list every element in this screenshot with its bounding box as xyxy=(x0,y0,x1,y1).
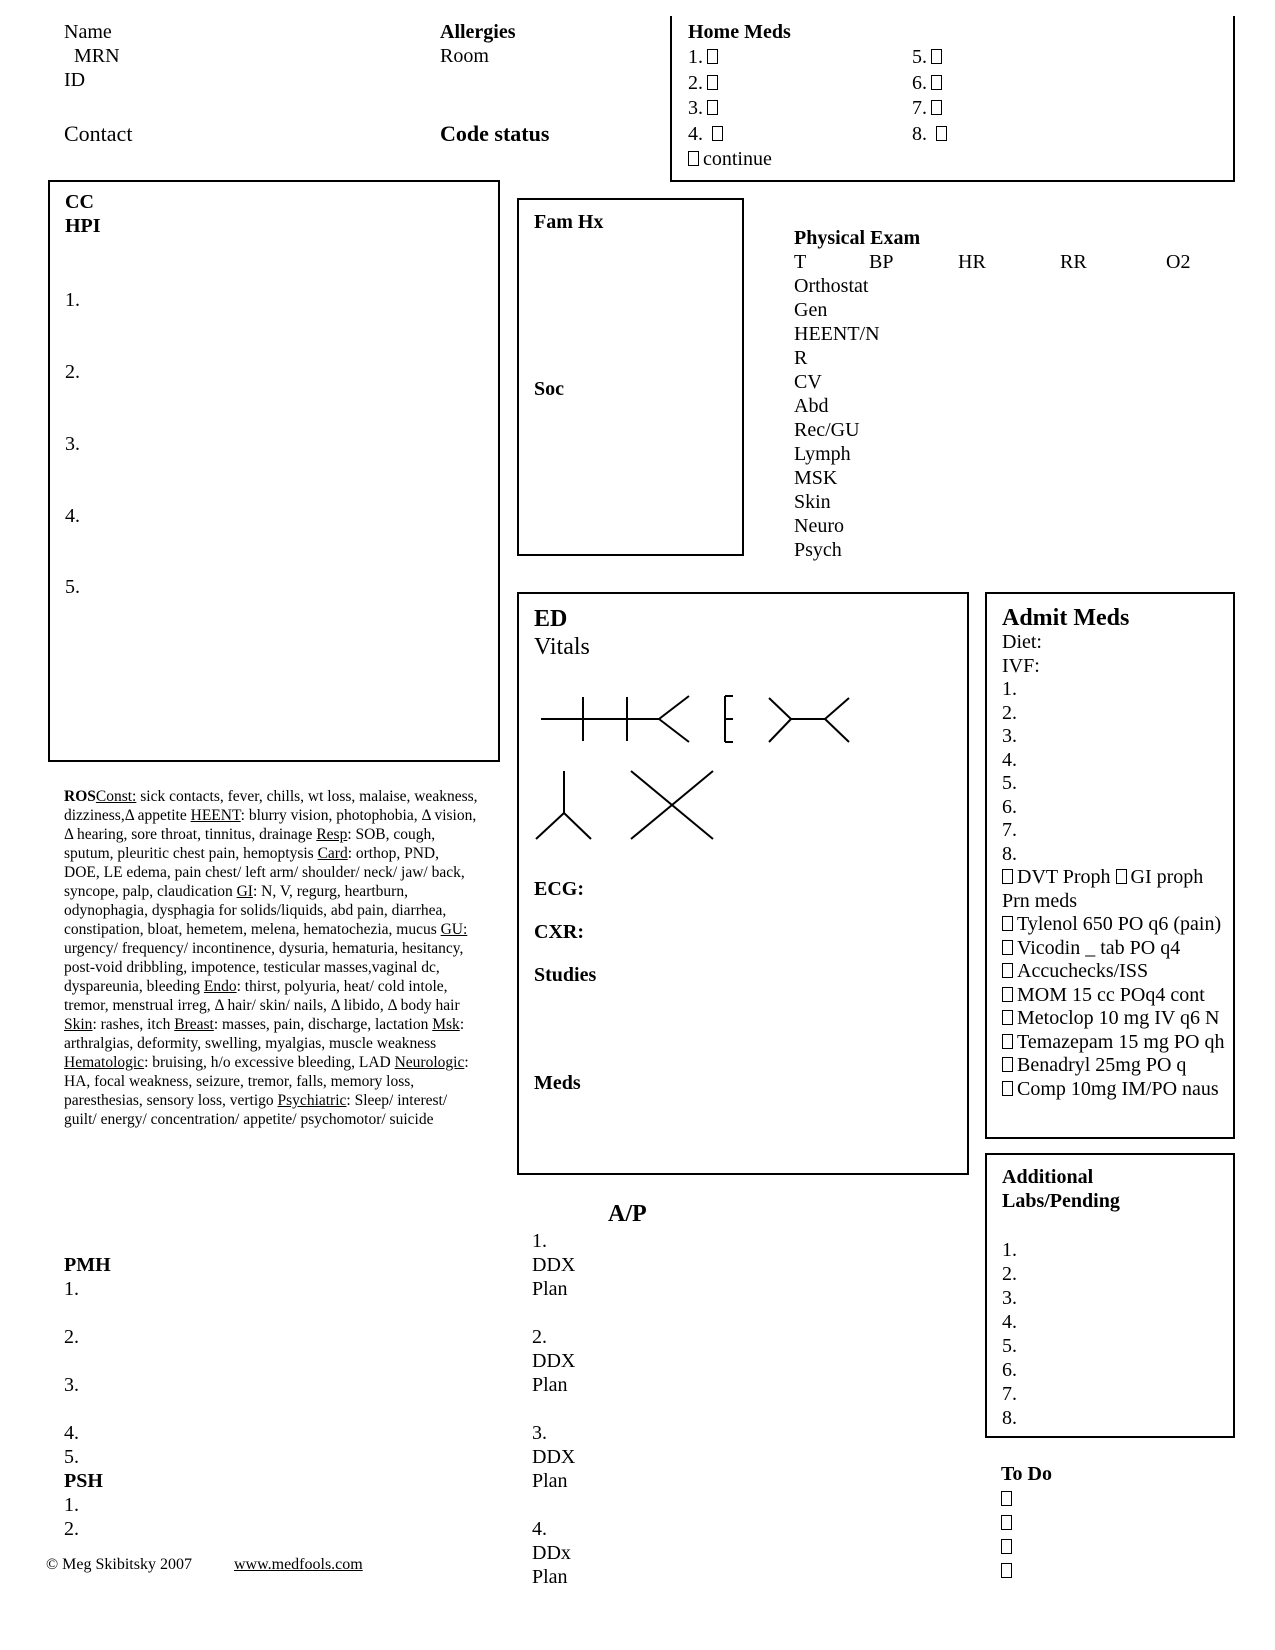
labs-title-line2: Labs/Pending xyxy=(1002,1190,1120,1212)
hpi-label: HPI xyxy=(65,215,101,237)
pmh-item: 2. xyxy=(64,1326,79,1348)
admit-med-item: 7. xyxy=(1002,819,1017,841)
contact-label: Contact xyxy=(64,121,133,146)
ap-ddx-label: DDX xyxy=(532,1350,576,1372)
ros-heading: Const: xyxy=(95,788,137,805)
exam-system: CV xyxy=(794,371,822,393)
todo-checkbox[interactable] xyxy=(1001,1539,1012,1554)
physical-exam-title: Physical Exam xyxy=(794,227,921,249)
exam-system: Abd xyxy=(794,395,829,417)
exam-system: HEENT/N xyxy=(794,323,880,345)
ecg-label: ECG: xyxy=(534,878,584,900)
lab-item: 3. xyxy=(1002,1287,1017,1309)
lab-item: 6. xyxy=(1002,1359,1017,1381)
ros-block xyxy=(64,787,478,1129)
cbc-diagram xyxy=(769,698,849,742)
home-meds-title: Home Meds xyxy=(688,21,791,43)
ed-vitals-label: Vitals xyxy=(534,634,590,660)
todo-list xyxy=(1001,1487,1016,1583)
hpi-item: 1. xyxy=(65,289,80,311)
fam-hx-label: Fam Hx xyxy=(534,211,604,233)
hpi-item: 3. xyxy=(65,433,80,455)
exam-system: MSK xyxy=(794,467,838,489)
prn-med: Benadryl 25mg PO q xyxy=(1017,1054,1187,1076)
psh-item: 1. xyxy=(64,1494,79,1516)
home-med-checkbox[interactable] xyxy=(931,100,942,115)
cxr-label: CXR: xyxy=(534,921,584,943)
ap-problem-number: 3. xyxy=(532,1422,547,1444)
ros-heading: Psychiatric xyxy=(277,1092,347,1109)
prn-med: Temazepam 15 mg PO qh xyxy=(1017,1030,1225,1053)
prn-checkbox[interactable] xyxy=(1002,963,1013,978)
ros-text: : rashes, itch xyxy=(92,1016,175,1033)
chem-fishbone-diagram xyxy=(541,696,689,742)
home-meds-right xyxy=(912,45,947,147)
exam-system: Gen xyxy=(794,299,828,321)
prn-med: Metoclop 10 mg IV q6 N xyxy=(1017,1007,1220,1029)
todo-checkbox[interactable] xyxy=(1001,1563,1012,1578)
prn-med-row xyxy=(1002,984,1224,1008)
prn-checkbox[interactable] xyxy=(1002,1057,1013,1072)
ap-plan-label: Plan xyxy=(532,1374,568,1396)
vital-bp: BP xyxy=(869,251,894,273)
website-link[interactable]: www.medfools.com xyxy=(234,1556,363,1573)
home-med-checkbox[interactable] xyxy=(707,75,718,90)
ros-text: urgency/ frequency/ incontinence, dysuria, hematuria, hesitancy, post-void dribbling, impotence, testicular masses,vaginal dc, dyspareunia, bleeding xyxy=(64,940,464,995)
ros-text: : bruising, h/o excessive bleeding, LAD xyxy=(144,1054,395,1071)
todo-checkbox[interactable] xyxy=(1001,1491,1012,1506)
todo-title: To Do xyxy=(1001,1463,1052,1485)
code-status-label: Code status xyxy=(440,121,550,146)
pmh-item: 3. xyxy=(64,1374,79,1396)
proph-row xyxy=(1002,866,1224,890)
admit-meds-title: Admit Meds xyxy=(1002,605,1130,631)
ap-problem xyxy=(532,1229,575,1301)
room-label: Room xyxy=(440,45,489,67)
prn-med: MOM 15 cc POq4 cont xyxy=(1017,983,1205,1006)
psh-label: PSH xyxy=(64,1470,103,1492)
todo-checkbox[interactable] xyxy=(1001,1515,1012,1530)
lab-item: 5. xyxy=(1002,1335,1017,1357)
prn-checkbox[interactable] xyxy=(1002,1034,1013,1049)
ros-text: sick contacts, fever, chills, wt loss, malaise, weakness, dizziness,Δ appetite xyxy=(64,788,478,824)
exam-system: Psych xyxy=(794,539,842,561)
ap-problem xyxy=(532,1517,571,1589)
prn-checkbox[interactable] xyxy=(1002,987,1013,1002)
home-med-checkbox[interactable] xyxy=(712,126,723,141)
prn-label: Prn meds xyxy=(1002,889,1077,912)
ros-text: : orthop, PND, DOE, LE edema, pain chest/ left arm/ shoulder/ neck/ jaw/ back, syncope, palp, claudication xyxy=(64,845,465,900)
ros-text: : arthralgias, deformity, swelling, myalgias, muscle weakness xyxy=(64,1016,465,1052)
ap-ddx-label: DDX xyxy=(532,1254,576,1276)
vitals-row xyxy=(794,250,1214,274)
home-med-number: 7. xyxy=(912,97,927,119)
admit-med-item: 2. xyxy=(1002,701,1017,724)
vital-o2: O2 xyxy=(1166,251,1191,273)
ros-label: ROS xyxy=(64,788,96,805)
lab-item: 2. xyxy=(1002,1263,1017,1285)
pmh-item: 5. xyxy=(64,1446,79,1468)
ed-box xyxy=(517,592,969,1175)
prn-med-row xyxy=(1002,937,1224,961)
prn-med-row xyxy=(1002,1078,1224,1102)
exam-system: Lymph xyxy=(794,443,851,465)
hpi-item: 4. xyxy=(65,505,80,527)
labs-pending-box xyxy=(985,1153,1235,1438)
patient-id-block xyxy=(64,20,120,92)
exam-systems xyxy=(794,274,880,562)
ros-heading: GI xyxy=(236,883,253,900)
ros-text: : blurry vision, photophobia, Δ vision, Δ hearing, sore throat, tinnitus, drainage xyxy=(64,807,477,843)
home-med-checkbox[interactable] xyxy=(707,100,718,115)
cc-hpi-heading xyxy=(65,190,101,238)
gi-proph-checkbox[interactable] xyxy=(1116,869,1127,884)
lab-item: 8. xyxy=(1002,1407,1017,1429)
exam-system: Neuro xyxy=(794,515,844,537)
exam-system: Skin xyxy=(794,491,831,513)
abg-diagram xyxy=(536,771,591,839)
home-meds-box xyxy=(670,16,1235,182)
ap-plan-label: Plan xyxy=(532,1566,568,1588)
lft-x-diagram xyxy=(631,771,713,839)
studies-label: Studies xyxy=(534,964,597,986)
admit-med-item: 8. xyxy=(1002,842,1017,865)
pmh-item: 4. xyxy=(64,1422,79,1444)
id-label: ID xyxy=(64,69,86,91)
prn-med-row xyxy=(1002,1054,1224,1078)
home-med-checkbox[interactable] xyxy=(707,49,718,64)
vital-t: T xyxy=(794,251,807,273)
prn-checkbox[interactable] xyxy=(1002,1081,1013,1096)
diet-label: Diet: xyxy=(1002,631,1042,653)
allergies-label: Allergies xyxy=(440,21,516,43)
ros-heading: Msk xyxy=(432,1016,460,1033)
exam-system: Orthostat xyxy=(794,275,869,297)
ap-problem xyxy=(532,1325,575,1397)
ap-problem-number: 1. xyxy=(532,1230,547,1252)
ros-text: : SOB, cough, sputum, pleuritic chest pain, hemoptysis xyxy=(64,826,436,862)
home-med-number: 6. xyxy=(912,71,927,94)
hpi-box xyxy=(48,180,500,762)
home-meds-left xyxy=(688,45,772,173)
ap-problem xyxy=(532,1421,575,1493)
admit-meds-box xyxy=(985,592,1235,1139)
ros-heading: HEENT xyxy=(190,807,241,824)
ed-meds-label: Meds xyxy=(534,1072,581,1094)
prn-med-row xyxy=(1002,1007,1224,1031)
admit-med-item: 3. xyxy=(1002,725,1017,747)
continue-label: continue xyxy=(703,148,772,170)
ros-heading: Neurologic xyxy=(394,1054,465,1071)
prn-med: Vicodin _ tab PO q4 xyxy=(1017,936,1181,959)
prn-med-row xyxy=(1002,1031,1224,1055)
ros-text: : N, V, regurg, heartburn, odynophagia, dysphagia for solids/liquids, abd pain, diarrhea, constipation, bloat, hemetem, melena, hematochezia, mucus xyxy=(64,883,447,938)
ap-ddx-label: DDx xyxy=(532,1542,571,1564)
prn-med: Tylenol 650 PO q6 (pain) xyxy=(1017,913,1222,935)
ros-text: : masses, pain, discharge, lactation xyxy=(213,1016,433,1033)
gi-proph-label: GI proph xyxy=(1130,866,1204,888)
admit-meds-list xyxy=(1002,631,1224,1101)
cc-label: CC xyxy=(65,191,94,213)
hpi-item: 5. xyxy=(65,576,80,598)
mrn-label: MRN xyxy=(74,45,120,67)
ros-heading: GU: xyxy=(440,921,468,938)
prn-med: Accuchecks/ISS xyxy=(1017,960,1149,982)
ap-plan-label: Plan xyxy=(532,1278,568,1300)
ros-heading: Card xyxy=(317,845,348,862)
dvt-proph-checkbox[interactable] xyxy=(1002,869,1013,884)
ros-text: : thirst, polyuria, heat/ cold intole, tremor, menstrual irreg, Δ hair/ skin/ nails, Δ libido, Δ body hair xyxy=(64,978,460,1014)
ros-heading: Resp xyxy=(316,826,348,843)
home-med-number: 5. xyxy=(912,46,927,68)
copyright-text: © Meg Skibitsky 2007 xyxy=(46,1556,192,1573)
ap-plan-label: Plan xyxy=(532,1470,568,1492)
ed-title: ED xyxy=(534,606,568,632)
ivf-label: IVF: xyxy=(1002,654,1040,677)
home-med-number: 8. xyxy=(912,122,927,145)
lab-item: 1. xyxy=(1002,1239,1017,1261)
lab-skeleton-diagrams xyxy=(519,594,967,1173)
prn-med-row xyxy=(1002,913,1224,937)
ap-problem-number: 2. xyxy=(532,1326,547,1348)
home-med-number: 1. xyxy=(688,46,703,68)
home-med-checkbox[interactable] xyxy=(931,49,942,64)
ap-problem-number: 4. xyxy=(532,1518,547,1540)
name-label: Name xyxy=(64,21,112,43)
admit-med-item: 6. xyxy=(1002,795,1017,818)
lab-item: 4. xyxy=(1002,1311,1017,1333)
admit-med-item: 5. xyxy=(1002,772,1017,794)
home-med-checkbox[interactable] xyxy=(936,126,947,141)
ros-heading: Breast xyxy=(174,1016,214,1033)
admit-med-item: 4. xyxy=(1002,748,1017,771)
labs-list xyxy=(1002,1238,1017,1430)
ros-heading: Endo xyxy=(203,978,237,995)
home-med-number: 3. xyxy=(688,97,703,119)
pmh-label: PMH xyxy=(64,1254,111,1276)
admit-med-item: 1. xyxy=(1002,678,1017,700)
prn-checkbox[interactable] xyxy=(1002,916,1013,931)
exam-system: R xyxy=(794,347,808,369)
home-med-number: 2. xyxy=(688,71,703,94)
pmh-item: 1. xyxy=(64,1278,79,1300)
psh-item: 2. xyxy=(64,1518,79,1540)
vital-rr: RR xyxy=(1060,251,1087,273)
ap-ddx-label: DDX xyxy=(532,1446,576,1468)
hpi-item: 2. xyxy=(65,361,80,383)
prn-checkbox[interactable] xyxy=(1002,940,1013,955)
labs-title-line1: Additional xyxy=(1002,1166,1094,1188)
labs-title xyxy=(1002,1165,1120,1213)
prn-med: Comp 10mg IM/PO naus xyxy=(1017,1077,1219,1100)
fam-soc-box xyxy=(517,198,744,556)
prn-med-row xyxy=(1002,960,1224,984)
ros-heading: Skin xyxy=(64,1016,93,1033)
continue-checkbox[interactable] xyxy=(688,151,699,166)
vital-hr: HR xyxy=(958,251,986,273)
ros-text: : HA, focal weakness, seizure, tremor, falls, memory loss, paresthesias, sensory loss, vertigo xyxy=(64,1054,469,1109)
allergies-room-block xyxy=(440,20,516,68)
ca-mg-phos-bracket xyxy=(725,696,733,742)
home-med-number: 4. xyxy=(688,122,703,145)
soc-label: Soc xyxy=(534,378,564,400)
prn-checkbox[interactable] xyxy=(1002,1010,1013,1025)
ros-text: : Sleep/ interest/ guilt/ energy/ concentration/ appetite/ psychomotor/ suicide xyxy=(64,1092,448,1128)
lab-item: 7. xyxy=(1002,1383,1017,1405)
ros-heading: Hematologic xyxy=(64,1054,145,1071)
home-med-checkbox[interactable] xyxy=(931,75,942,90)
dvt-proph-label: DVT Proph xyxy=(1017,866,1111,888)
exam-system: Rec/GU xyxy=(794,419,860,441)
ap-title: A/P xyxy=(608,1201,647,1227)
